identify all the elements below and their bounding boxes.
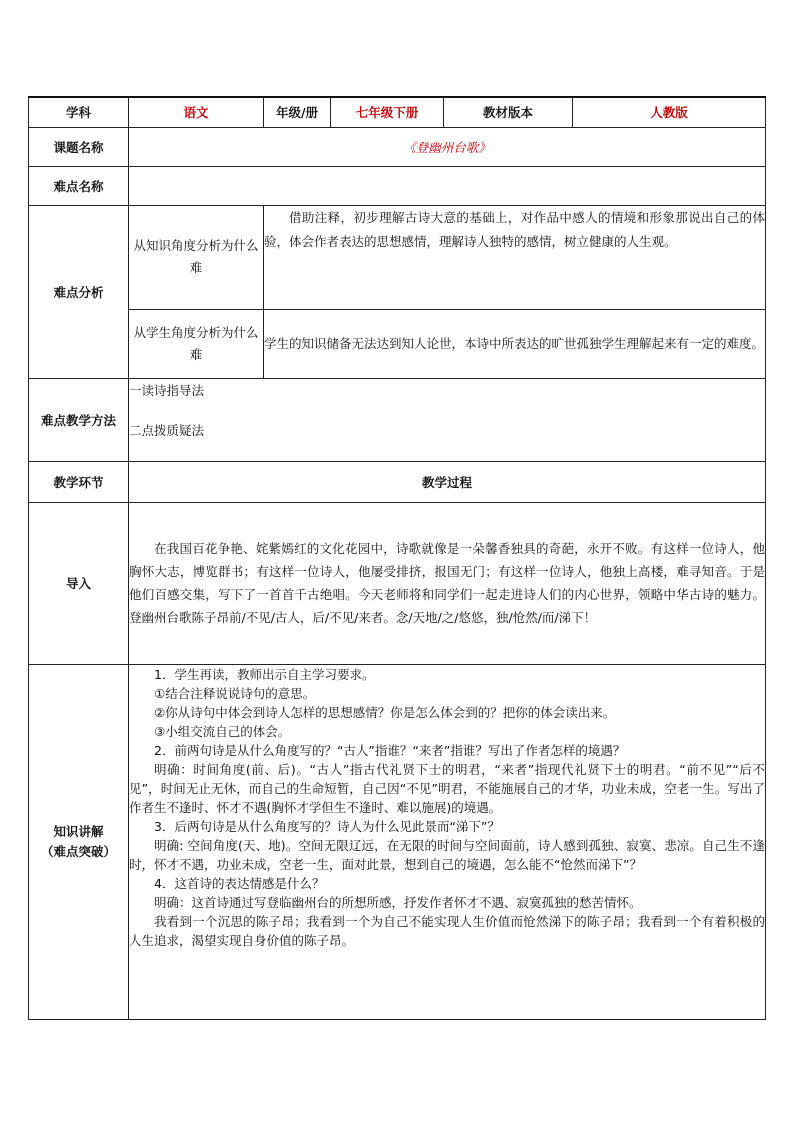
lesson-title-label: 课题名称 [29, 127, 129, 166]
process-header-row [29, 461, 766, 502]
intro-text: 在我国百花争艳、姹紫嫣红的文化花园中，诗歌就像是一朵馨香独具的奇葩，永开不败。有这样一位诗人，他胸怀大志，博览群书；有这样一位诗人，他屡受排挤，报国无门；有这样一位诗人，他独上高楼，难寻知音。于是他们百感交集，写下了一首首千古绝唱。今天老师将和同学们一起走进诗人们的内心世界，领略中华古诗的魅力。登幽州台歌陈子昂前/不见/古人，后/不见/来者。念/天地/之/悠悠，独/怆然/而/涕下！ [129, 502, 766, 664]
process-header: 教学过程 [129, 461, 766, 502]
knowledge-paragraph: 3．后两句诗是从什么角度写的？诗人为什么见此景而“涕下”？ [154, 818, 500, 834]
grade-label: 年级/册 [264, 97, 331, 127]
grade-value: 七年级下册 [331, 97, 444, 127]
lesson-plan-table [28, 96, 766, 1020]
methods-label: 难点教学方法 [29, 378, 129, 461]
analysis-knowledge-row [29, 205, 766, 309]
knowledge-angle-text: 借助注释，初步理解古诗大意的基础上，对作品中感人的情境和形象那说出自己的体验，体会作者表达的思想感情，理解诗人独特的感情，树立健康的人生观。 [264, 209, 765, 249]
method-item: 一读诗指导法 [129, 382, 205, 398]
header-row [29, 97, 766, 127]
knowledge-content [129, 664, 766, 1019]
knowledge-label [29, 664, 129, 1019]
knowledge-label-line2: （难点突破） [40, 843, 116, 859]
methods-list [129, 378, 766, 461]
edition-value: 人教版 [573, 97, 766, 127]
knowledge-paragraph: 4．这首诗的表达情感是什么？ [154, 875, 325, 891]
subject-value: 语文 [129, 97, 264, 127]
knowledge-row [29, 664, 766, 1019]
knowledge-paragraph: 明确: 空间角度(天、地)。空间无限辽远，在无限的时间与空间面前，诗人感到孤独、寂寞、悲凉。自己生不逢时，怀才不遇，功业未成，空老一生，面对此景，想到自己的境遇，怎么能不“怆然而涕下”？ [129, 837, 765, 872]
student-angle-text: 学生的知识储备无法达到知人论世，本诗中所表达的旷世孤独学生理解起来有一定的难度。 [264, 309, 766, 378]
stage-header: 教学环节 [29, 461, 129, 502]
difficulty-name-value [129, 166, 766, 205]
knowledge-paragraph: 1．学生再读，教师出示自主学习要求。 [154, 666, 375, 682]
knowledge-paragraph: 明确：这首诗通过写登临幽州台的所想所感，抒发作者怀才不遇、寂寞孤独的愁苦情怀。 [154, 894, 642, 910]
knowledge-paragraph: 明确：时间角度(前、后)。“古人”指古代礼贤下士的明君，“来者”指现代礼贤下士的明君。“前不见”“后不见”，时间无止无休，而自己的生命短暂，自己因“不见”明君，不能施展自己的才华，功业未成，空老一生。写出了作者生不逢时、怀才不遇(胸怀才学但生不逢时、难以施展)的境遇。 [129, 761, 765, 815]
difficulty-name-label: 难点名称 [29, 166, 129, 205]
student-angle-label: 从学生角度分析为什么难 [129, 309, 264, 378]
knowledge-paragraph: ②你从诗句中体会到诗人怎样的思想感情？你是怎么体会到的？把你的体会读出来。 [154, 704, 616, 720]
knowledge-label-line1: 知识讲解 [53, 823, 104, 839]
lesson-title-row [29, 127, 766, 166]
knowledge-paragraph: 2．前两句诗是从什么角度写的？“古人”指谁？“来者”指谁？写出了作者怎样的境遇？ [154, 742, 626, 758]
knowledge-paragraph: ①结合注释说说诗句的意思。 [154, 685, 316, 701]
method-item: 二点拨质疑法 [129, 422, 205, 438]
edition-label: 教材版本 [444, 97, 573, 127]
intro-row [29, 502, 766, 664]
knowledge-angle-label: 从知识角度分析为什么难 [129, 205, 264, 309]
lesson-title-value: 《登幽州台歌》 [129, 127, 766, 166]
subject-label: 学科 [29, 97, 129, 127]
knowledge-paragraph: 我看到一个沉思的陈子昂；我看到一个为自己不能实现人生价值而怆然涕下的陈子昂；我看到一个有着积极的人生追求，渴望实现自身价值的陈子昂。 [129, 913, 765, 948]
difficulty-name-row [29, 166, 766, 205]
intro-label: 导入 [29, 502, 129, 664]
analysis-label: 难点分析 [29, 205, 129, 378]
methods-row [29, 378, 766, 461]
knowledge-paragraph: ③小组交流自己的体会。 [154, 723, 291, 739]
analysis-student-row [29, 309, 766, 378]
